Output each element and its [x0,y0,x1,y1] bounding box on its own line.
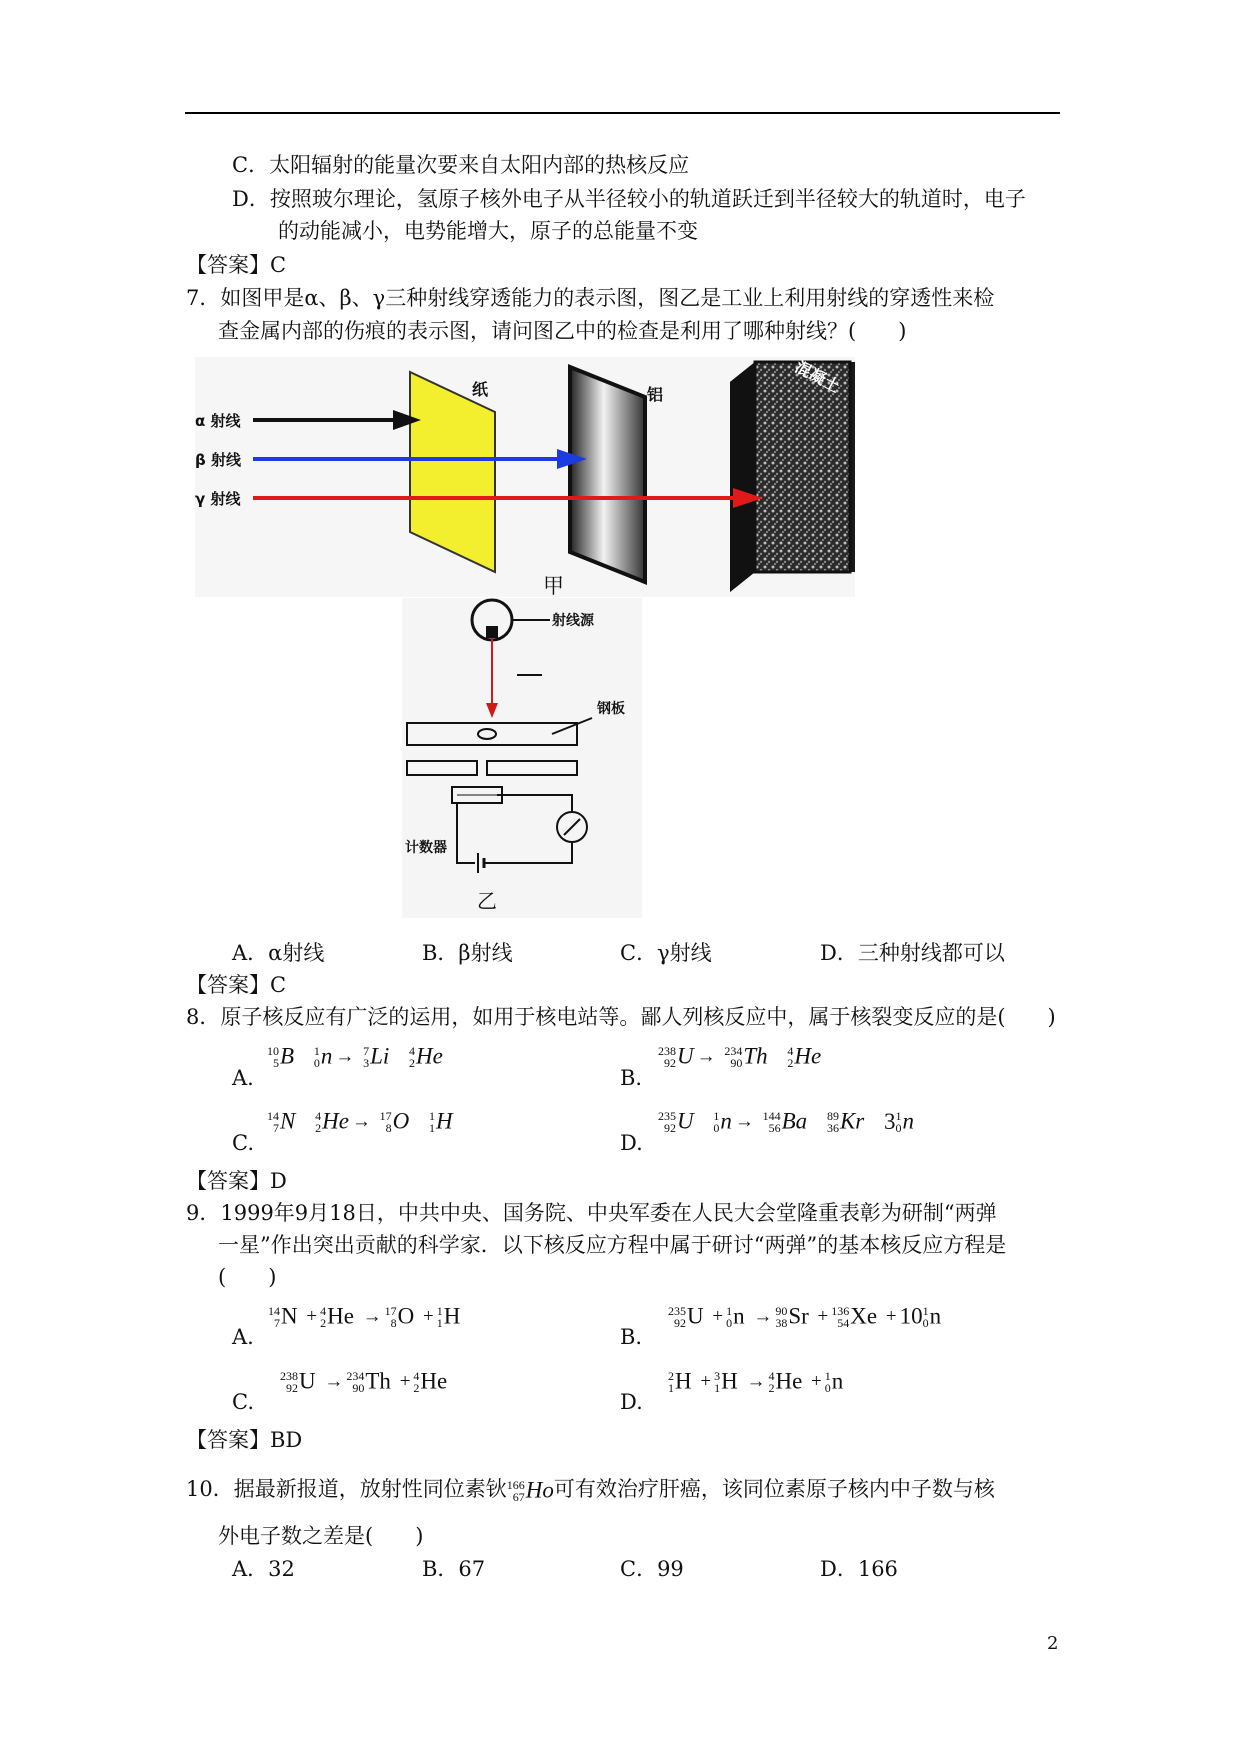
concrete-label: 混凝土 [791,357,844,397]
q9-stem-line3: ( ) [218,1265,277,1289]
concrete-block [755,362,850,572]
q8-equation-c: 14 7 N 4 2 He → 17 8 O 1 1 H [267,1108,453,1135]
q8-equation-a: 10 5 B 1 0 n → 7 3 Li 4 2 He [267,1043,443,1070]
q10-stem-after: 可有效治疗肝癌，该同位素原子核内中子数与核 [553,1477,995,1501]
q9-answer: 【答案】BD [186,1428,303,1452]
q10-nuclide-mass: 166 [506,1477,525,1492]
counter-label: 计数器 [405,840,447,856]
q9-equation-c: 238 92 U → 234 90 Th + 4 2 He [280,1368,448,1395]
figure-yi-caption: 乙 [477,889,497,913]
q8-label-b: B. [620,1066,643,1090]
q8-label-a: A. [232,1066,254,1090]
q7-stem-line2: 查金属内部的伤痕的表示图，请问图乙中的检查是利用了哪种射线？( ) [218,319,907,343]
q8-stem: 8．原子核反应有广泛的运用，如用于核电站等。鄙人列核反应中，属于核裂变反应的是( ) [186,1005,1056,1029]
header-rule [185,112,1060,114]
q7-option-a: A．α射线 [232,941,325,965]
figure-jia-penetration [195,357,855,597]
q10-nuclide-symbol: Ho [525,1477,554,1503]
q10-nuclide [506,1476,554,1504]
q8-label-d: D. [620,1131,643,1155]
q7-option-b: B．β射线 [422,941,513,965]
q10-option-a: A．32 [232,1557,295,1581]
q10-option-d: D．166 [820,1557,898,1581]
concrete-block-edge [730,362,755,592]
figure-jia-caption: 甲 [543,574,564,598]
q9-label-c: C. [232,1390,254,1414]
q6-answer: 【答案】C [186,253,287,277]
q9-label-d: D. [620,1390,643,1414]
q8-label-c: C. [232,1131,254,1155]
beta-ray-label: β 射线 [195,451,241,469]
q9-equation-a: 14 7 N + 4 2 He → 17 8 O + 1 1 H [268,1303,461,1330]
q6-option-c: C．太阳辐射的能量次要来自太阳内部的热核反应 [232,153,690,177]
q6-option-d-line1: D．按照玻尔理论，氢原子核外电子从半径较小的轨道跃迁到半径较大的轨道时，电子 [232,187,1026,211]
q7-answer: 【答案】C [186,973,287,997]
q10-nuclide-atomic: 67 [512,1489,525,1504]
q9-label-b: B. [620,1325,643,1349]
q10-stem-before: 10．据最新报道，放射性同位素钬 [186,1477,507,1501]
ray-source-label: 射线源 [552,613,594,629]
q7-option-c: C．γ射线 [620,941,712,965]
steel-plate-label: 钢板 [597,701,625,717]
gamma-ray-label: γ 射线 [195,490,241,508]
q10-stem-line1 [186,1474,995,1506]
q7-option-d: D．三种射线都可以 [820,941,1005,965]
q8-equation-b: 238 92 U → 234 90 Th 4 2 He [658,1043,822,1070]
q10-option-b: B．67 [422,1557,486,1581]
q9-equation-b: 235 92 U + 1 0 n → 90 38 Sr + 136 54 Xe + 10 1 0 n [668,1303,942,1330]
q9-label-a: A. [232,1325,254,1349]
q6-option-d-line2: 的动能减小，电势能增大，原子的总能量不变 [278,219,698,243]
q9-stem-line2: 一星”作出突出贡献的科学家．以下核反应方程中属于研讨“两弹”的基本核反应方程是 [218,1233,1007,1257]
q8-answer: 【答案】D [186,1169,287,1193]
alpha-ray-label: α 射线 [195,412,241,430]
q9-stem-line1: 9．1999年9月18日，中共中央、国务院、中央军委在人民大会堂隆重表彰为研制“两弹 [186,1201,997,1225]
q8-equation-d: 235 92 U 1 0 n → 144 56 Ba 89 36 Kr 3 1 0 n [658,1108,914,1135]
aluminum-label: 铝 [647,385,664,404]
paper-label: 纸 [472,380,489,399]
figure-yi-inspection [402,598,642,918]
page-number: 2 [1047,1633,1059,1654]
q9-equation-d: 2 1 H + 3 1 H → 4 2 He + 1 0 n [668,1368,844,1395]
q10-option-c: C．99 [620,1557,684,1581]
q7-stem-line1: 7．如图甲是α、β、γ三种射线穿透能力的表示图，图乙是工业上利用射线的穿透性来检 [186,286,995,310]
ray-source-emitter [486,626,498,638]
aluminum-plate [570,367,645,582]
q10-stem-line2: 外电子数之差是( ) [218,1524,424,1548]
